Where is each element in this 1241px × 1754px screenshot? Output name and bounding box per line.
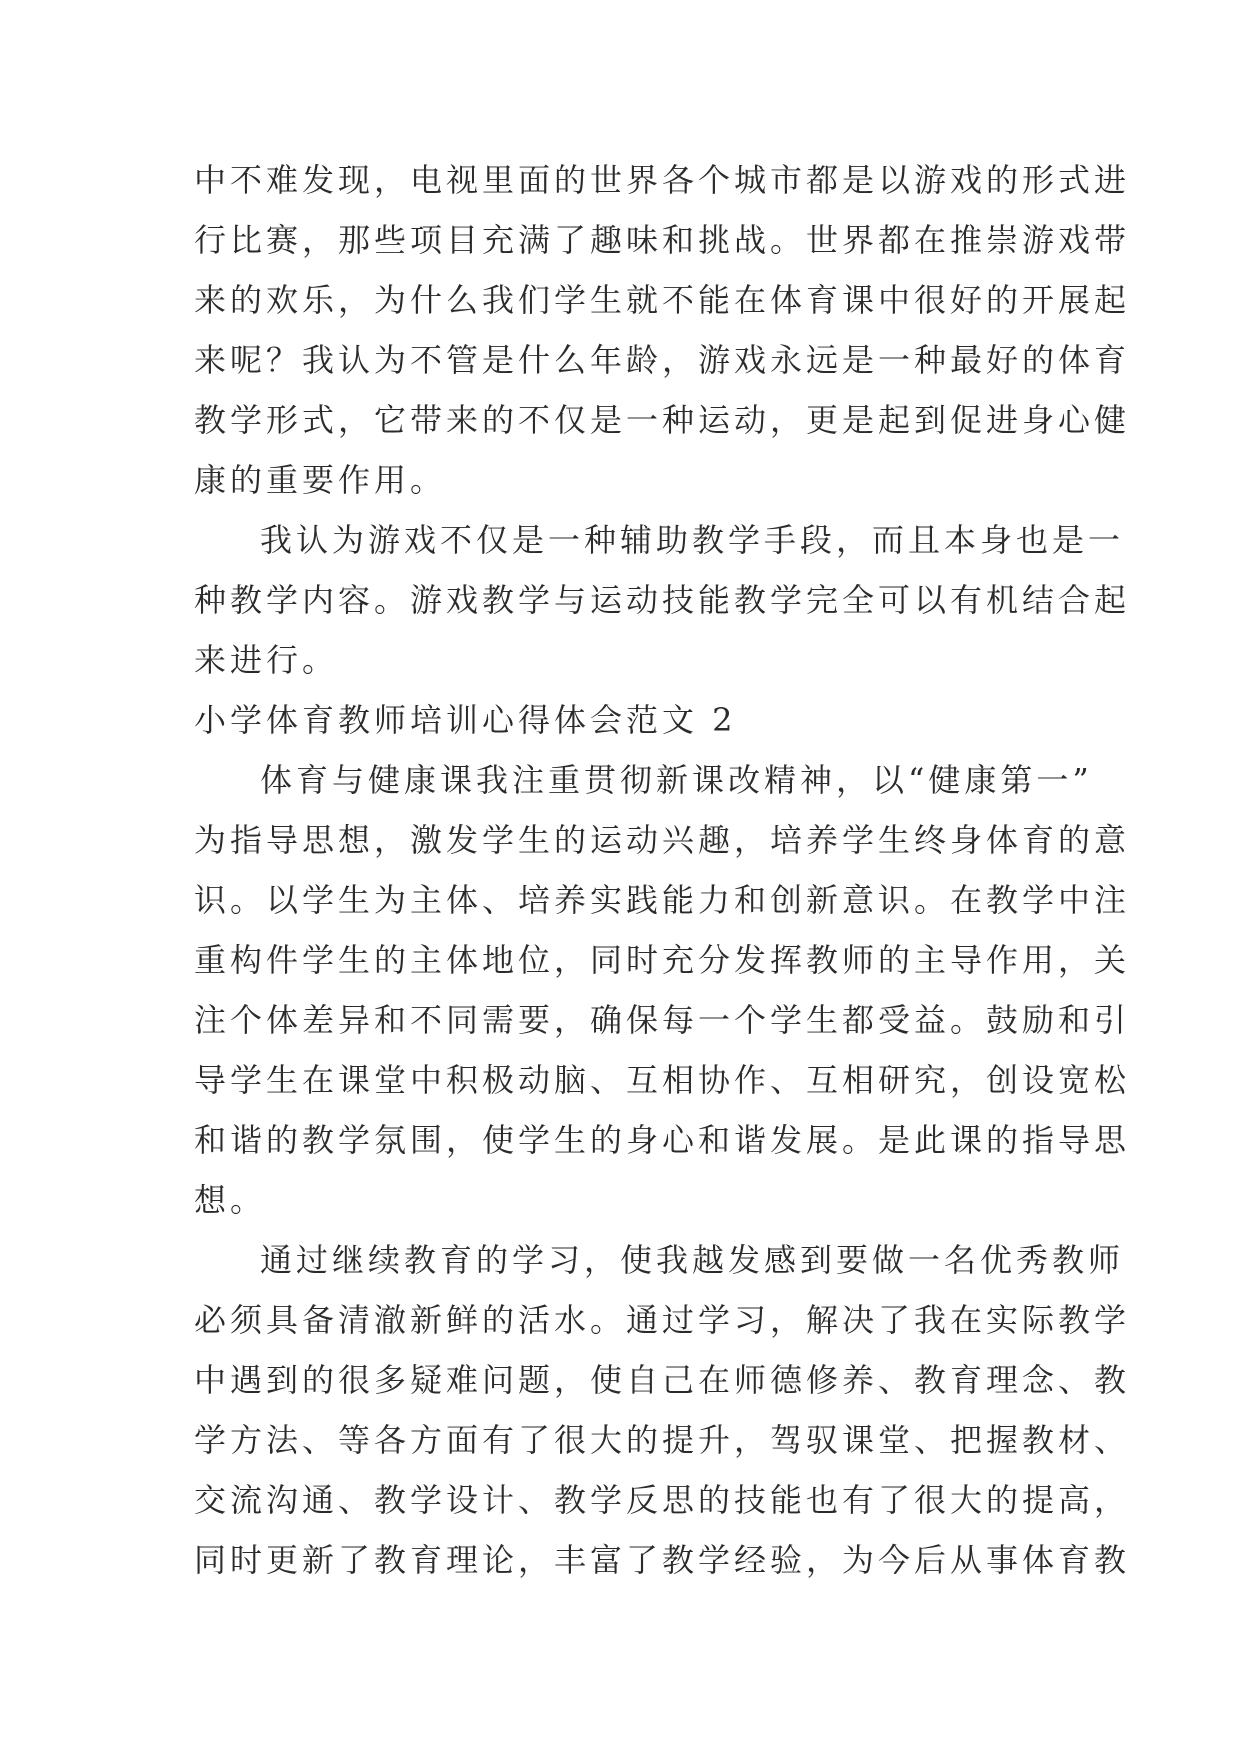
text-line: 教学形式，它带来的不仅是一种运动，更是起到促进身心健 xyxy=(194,401,1131,439)
text-line: 和谐的教学氛围，使学生的身心和谐发展。是此课的指导思 xyxy=(194,1121,1131,1159)
text-line: 注个体差异和不同需要，确保每一个学生都受益。鼓励和引 xyxy=(194,1001,1131,1039)
text-line: 导学生在课堂中积极动脑、互相协作、互相研究，创设宽松 xyxy=(194,1061,1131,1099)
text-line: 来呢？我认为不管是什么年龄，游戏永远是一种最好的体育 xyxy=(194,341,1131,379)
paragraph-first-line: 通过继续教育的学习，使我越发感到要做一名优秀教师 xyxy=(260,1241,1125,1279)
text-line: 康的重要作用。 xyxy=(194,461,447,499)
document-body xyxy=(194,150,1131,1590)
text-line: 学方法、等各方面有了很大的提升，驾驭课堂、把握教材、 xyxy=(194,1421,1131,1459)
text-line: 行比赛，那些项目充满了趣味和挑战。世界都在推崇游戏带 xyxy=(194,221,1131,259)
text-line: 为指导思想，激发学生的运动兴趣，培养学生终身体育的意 xyxy=(194,821,1131,859)
text-line: 想。 xyxy=(194,1181,267,1219)
text-line: 中遇到的很多疑难问题，使自己在师德修养、教育理念、教 xyxy=(194,1361,1131,1399)
text-line: 来的欢乐，为什么我们学生就不能在体育课中很好的开展起 xyxy=(194,281,1131,319)
text-line: 来进行。 xyxy=(194,641,339,679)
text-line: 重构件学生的主体地位，同时充分发挥教师的主导作用，关 xyxy=(194,941,1131,979)
text-line: 识。以学生为主体、培养实践能力和创新意识。在教学中注 xyxy=(194,881,1131,919)
paragraph-first-line: 体育与健康课我注重贯彻新课改精神，以“健康第一” xyxy=(260,761,1093,799)
paragraph-first-line: 我认为游戏不仅是一种辅助教学手段，而且本身也是一 xyxy=(260,521,1125,559)
text-line: 必须具备清澈新鲜的活水。通过学习，解决了我在实际教学 xyxy=(194,1301,1131,1339)
text-line: 中不难发现，电视里面的世界各个城市都是以游戏的形式进 xyxy=(194,161,1131,199)
text-line: 同时更新了教育理论，丰富了教学经验，为今后从事体育教 xyxy=(194,1541,1131,1579)
text-line: 种教学内容。游戏教学与运动技能教学完全可以有机结合起 xyxy=(194,581,1131,619)
text-line: 交流沟通、教学设计、教学反思的技能也有了很大的提高， xyxy=(194,1481,1131,1519)
section-heading: 小学体育教师培训心得体会范文 2 xyxy=(194,701,737,739)
